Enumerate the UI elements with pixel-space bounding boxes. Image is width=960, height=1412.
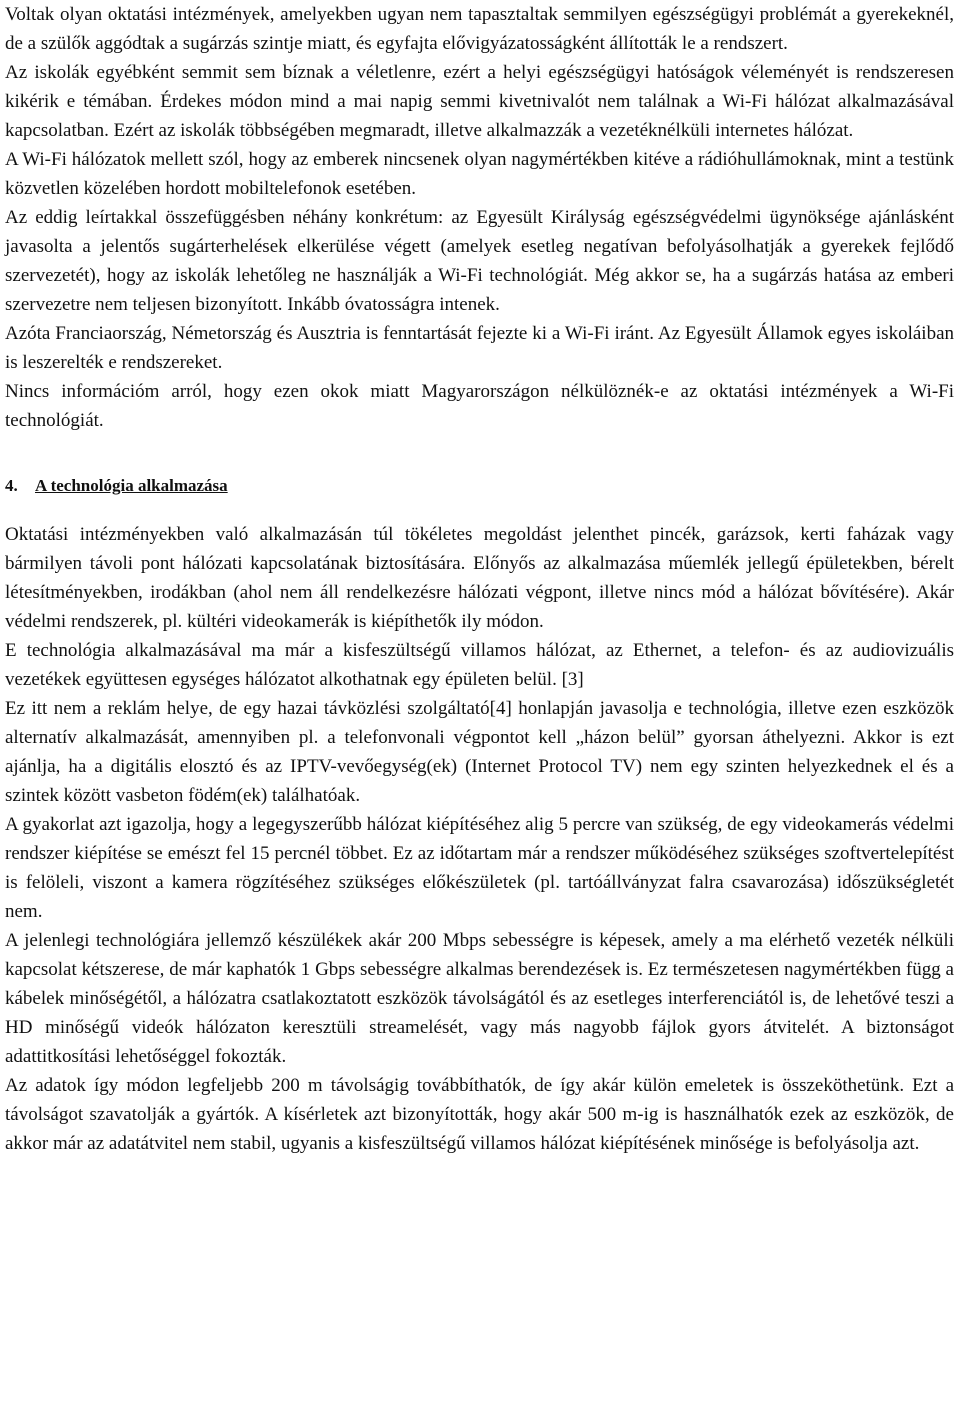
spacer	[5, 435, 954, 471]
paragraph: Az eddig leírtakkal összefüggésben néhány konkrétum: az Egyesült Királyság egészségvédelmi ügynöksége ajánlásként javasolta a jelentős sugárterhelések elkerülése végett (amelyek esetleg negatívan befolyásolhatják a gyerekek fejlődő szervezetét), hogy az iskolák lehetőleg ne használják a Wi-Fi technológiát. Még akkor se, ha a sugárzás hatása az emberi szervezetre nem teljesen bizonyított. Inkább óvatosságra intenek.	[5, 207, 954, 315]
paragraph: Azóta Franciaország, Németország és Ausztria is fenntartását fejezte ki a Wi-Fi iránt. Az Egyesült Államok egyes iskoláiban is leszerelték e rendszereket.	[5, 323, 954, 373]
paragraph: A jelenlegi technológiára jellemző készülékek akár 200 Mbps sebességre is képesek, amely a ma elérhető vezeték nélküli kapcsolat kétszerese, de már kaphatók 1 Gbps sebességre alkalmas berendezések is. Ez természetesen nagymértékben függ a kábelek minőségétől, a hálózatra csatlakoztatott eszközök távolságától és az esetleges interferenciától is, de lehetővé teszi a HD minőségű videók hálózaton keresztüli streamelését, vagy más nagyobb fájlok gyors átvitelét. A biztonságot adattitkosítási lehetőséggel fokozták.	[5, 930, 954, 1067]
paragraph: Voltak olyan oktatási intézmények, amelyekben ugyan nem tapasztaltak semmilyen egészségügyi problémát a gyerekeknél, de a szülők aggódtak a sugárzás szintje miatt, és egyfajta elővigyázatosságként állították le a rendszert.	[5, 4, 954, 54]
section-wifi-schools	[5, 0, 954, 435]
section-number: 4.	[5, 476, 18, 495]
paragraph: Az adatok így módon legfeljebb 200 m távolságig továbbíthatók, de így akár külön emeletek is összeköthetünk. Ezt a távolságot szavatolják a gyártók. A kísérletek azt bizonyították, hogy akár 500 m-ig is használhatók ezek az eszközök, de akkor már az adatátvitel nem stabil, ugyanis a kisfeszültségű villamos hálózat kiépítésének minősége is befolyásolja azt.	[5, 1075, 954, 1154]
paragraph: A gyakorlat azt igazolja, hogy a legegyszerűbb hálózat kiépítéséhez alig 5 percre van szükség, de egy videokamerás védelmi rendszer kiépítése se emészt fel 15 percnél többet. Ez az időtartam már a rendszer működéséhez szükséges szoftvertelepítést is felöleli, viszont a kamera rögzítéséhez szükséges előkészületek (pl. tartóállványzat falra csavarozása) időszükségletét nem.	[5, 814, 954, 922]
paragraph: Az iskolák egyébként semmit sem bíznak a véletlenre, ezért a helyi egészségügyi hatóságok véleményét is rendszeresen kikérik e témában. Érdekes módon mind a mai napig semmi kivetnivalót nem találnak a Wi-Fi hálózat alkalmazásával kapcsolatban. Ezért az iskolák többségében megmaradt, illetve alkalmazzák a vezetéknélküli internetes hálózat.	[5, 62, 954, 141]
section-heading	[5, 471, 954, 500]
section-technology-application	[5, 520, 954, 1158]
paragraph: E technológia alkalmazásával ma már a kisfeszültségű villamos hálózat, az Ethernet, a telefon- és az audiovizuális vezetékek együttesen egységes hálózatot alkothatnak egy épületen belül. [3]	[5, 640, 954, 690]
paragraph: Oktatási intézményekben való alkalmazásán túl tökéletes megoldást jelenthet pincék, garázsok, kerti faházak vagy bármilyen távoli pont hálózati kapcsolatának biztosítására. Előnyős az alkalmazása műemlék jellegű épületekben, bérelt létesítményekben, irodákban (ahol nem áll rendelkezésre hálózati végpont, illetve nincs mód a hálózat bővítésére). Akár védelmi rendszerek, pl. kültéri videokamerák is kiépíthetők ily módon.	[5, 524, 954, 632]
spacer	[5, 500, 954, 520]
paragraph: Ez itt nem a reklám helye, de egy hazai távközlési szolgáltató[4] honlapján javasolja e technológia, illetve ezen eszközök alternatív alkalmazását, amennyiben pl. a telefonvonali végpontot kell „házon belül” gyorsan áthelyezni. Akkor is ezt ajánlja, ha a digitális elosztó és az IPTV-vevőegység(ek) (Internet Protocol TV) nem egy szinten helyezkednek el és a szintek között vasbeton födém(ek) találhatóak.	[5, 698, 954, 806]
section-title: A technológia alkalmazása	[35, 476, 228, 495]
paragraph: Nincs információm arról, hogy ezen okok miatt Magyarországon nélkülöznék-e az oktatási intézmények a Wi-Fi technológiát.	[5, 381, 954, 431]
paragraph: A Wi-Fi hálózatok mellett szól, hogy az emberek nincsenek olyan nagymértékben kitéve a rádióhullámoknak, mint a testünk közvetlen közelében hordott mobiltelefonok esetében.	[5, 149, 954, 199]
